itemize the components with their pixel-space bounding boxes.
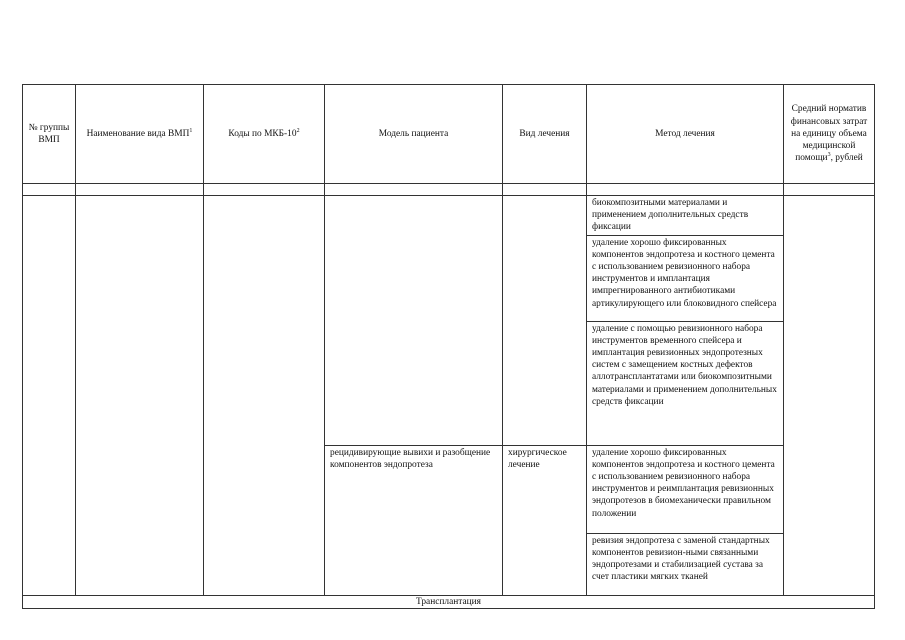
col-icd-codes-header: Коды по МКБ-$10^2$: [204, 85, 325, 184]
treatment-method-cell: биокомпозитными материалами и применением дополнительных средств фиксации: [587, 196, 784, 236]
col-cost-norm-header: Средний норматив финансовых затрат на единицу объема медицинской помощи$^3$, рублей: [784, 85, 875, 184]
spacer-row: [23, 184, 875, 196]
patient-model-cell: [325, 196, 503, 446]
section-banner-row: [23, 595, 875, 608]
treatment-method-cell: удаление хорошо фиксированных компонентов эндопротеза и костного цемента с использованием ревизионного набора инструментов и имплантация импрегнированного антибиотиками артикулирующего или блоковидного спейсера: [587, 235, 784, 321]
icd-codes-cell: [204, 196, 325, 596]
col-treatment-method-header: Метод лечения: [587, 85, 784, 184]
treatment-method-cell: удаление с помощью ревизионного набора инструментов временного спейсера и имплантация ревизионных эндопротезных систем с замещением костных дефектов аллотрансплантатами или биокомпозитными материалами и применением дополнительных средств фиксации: [587, 321, 784, 445]
vmp-table: [22, 84, 875, 609]
col-patient-model-header: Модель пациента: [325, 85, 503, 184]
group-number-cell: [23, 196, 76, 596]
treatment-method-cell: удаление хорошо фиксированных компонентов эндопротеза и костного цемента с использованием ревизионного набора инструментов и реимплантация ревизионных эндопротезов в биомеханически правильном положении: [587, 445, 784, 533]
col-group-number-header: № группы ВМП: [23, 85, 76, 184]
cost-norm-cell: [784, 196, 875, 596]
treatment-type-cell: хирургическое лечение: [503, 445, 587, 595]
table-row: [23, 196, 875, 236]
col-vmp-name-header: Наименование вида ВМП$^1$: [76, 85, 204, 184]
vmp-name-cell: [76, 196, 204, 596]
treatment-method-cell: ревизия эндопротеза с заменой стандартных компонентов ревизион-ными связанными эндопротезами и стабилизацией сустава за счет пластики мягких тканей: [587, 533, 784, 595]
treatment-type-cell: [503, 196, 587, 446]
col-treatment-type-header: Вид лечения: [503, 85, 587, 184]
section-banner: Трансплантация: [23, 595, 875, 608]
patient-model-cell: рецидивирующие вывихи и разобщение компонентов эндопротеза: [325, 445, 503, 595]
header-row: [23, 85, 875, 184]
